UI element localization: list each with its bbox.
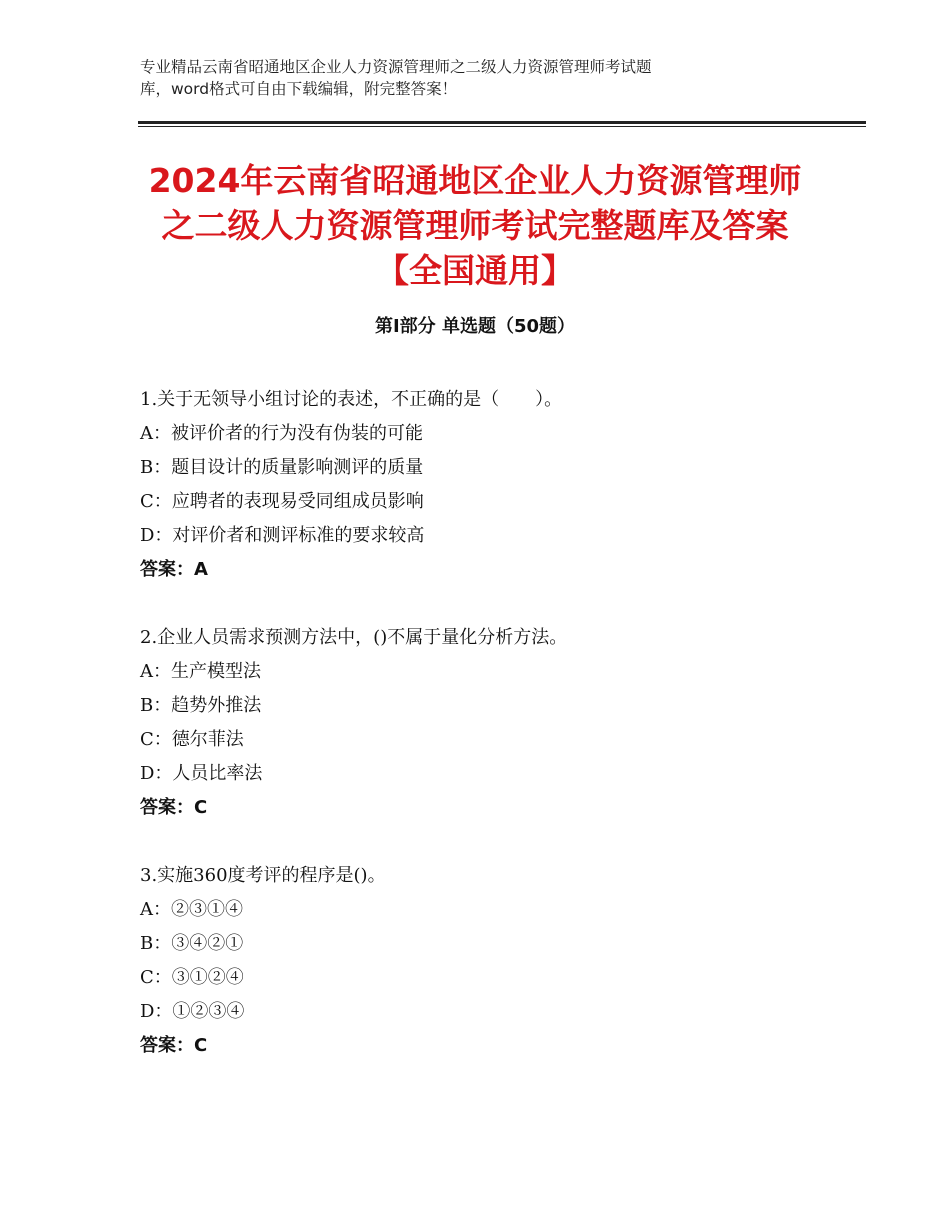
answer: 答案：C (140, 797, 208, 818)
question-1 (140, 383, 840, 587)
option-b: B：趋势外推法 (140, 695, 262, 716)
option-c: C：③①②④ (140, 967, 244, 988)
option-a: A：被评价者的行为没有伪装的可能 (140, 423, 423, 444)
document-title-line-3: 【全国通用】 (376, 251, 574, 290)
option-d: D：人员比率法 (140, 763, 263, 784)
header-divider-thin (138, 126, 866, 127)
question-stem: 1.关于无领导小组讨论的表述，不正确的是（ ）。 (140, 389, 563, 410)
option-c: C：应聘者的表现易受同组成员影响 (140, 491, 424, 512)
question-2 (140, 621, 840, 825)
header-note-line-2: 库，word格式可自由下载编辑，附完整答案！ (140, 80, 458, 98)
document-title-line-1: 2024年云南省昭通地区企业人力资源管理师 (148, 161, 802, 200)
header-note (140, 56, 800, 100)
option-b: B：题目设计的质量影响测评的质量 (140, 457, 424, 478)
option-d: D：①②③④ (140, 1001, 245, 1022)
option-a: A：生产模型法 (140, 661, 261, 682)
answer: 答案：C (140, 1035, 208, 1056)
header-divider-thick (138, 121, 866, 124)
header-note-line-1: 专业精品云南省昭通地区企业人力资源管理师之二级人力资源管理师考试题 (140, 58, 652, 76)
section-heading: 第Ⅰ部分 单选题（50题） (374, 316, 575, 337)
question-stem: 2.企业人员需求预测方法中，()不属于量化分析方法。 (140, 627, 568, 648)
option-c: C：德尔菲法 (140, 729, 244, 750)
answer: 答案：A (140, 559, 208, 580)
option-b: B：③④②① (140, 933, 244, 954)
document-title (100, 158, 850, 293)
option-a: A：②③①④ (140, 899, 243, 920)
document-title-line-2: 之二级人力资源管理师考试完整题库及答案 (161, 206, 789, 245)
question-stem: 3.实施360度考评的程序是()。 (140, 865, 386, 886)
option-d: D：对评价者和测评标准的要求较高 (140, 525, 425, 546)
question-3 (140, 859, 840, 1063)
question-list (140, 383, 840, 1097)
